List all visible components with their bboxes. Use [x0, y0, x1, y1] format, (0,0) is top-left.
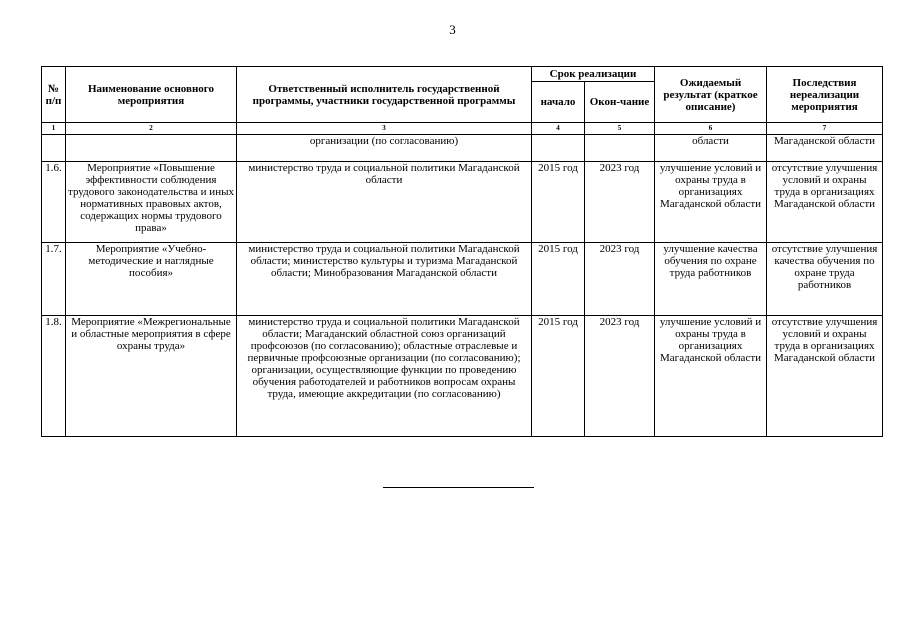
- cell-name: Мероприятие «Учебно-методические и наглядные пособия»: [66, 243, 237, 316]
- page-number: 3: [449, 22, 456, 37]
- header-result: Ожидаемый результат (краткое описание): [655, 67, 767, 123]
- header-name: Наименование основного мероприятия: [66, 67, 237, 123]
- table-row: [42, 316, 883, 437]
- cell-result: улучшение условий и охраны труда в организациях Магаданской области: [655, 316, 767, 437]
- header-num: № п/п: [42, 67, 66, 123]
- column-number: 5: [585, 123, 655, 135]
- cell-consequences: отсутствие улучшения качества обучения по охране труда работников: [767, 243, 883, 316]
- cell-num: 1.7.: [42, 243, 66, 316]
- column-number: 7: [767, 123, 883, 135]
- cell-start: [532, 135, 585, 162]
- table-row: [42, 162, 883, 243]
- header-start: начало: [532, 82, 585, 123]
- cell-end: 2023 год: [585, 162, 655, 243]
- header-period: Срок реализации: [532, 67, 655, 82]
- table-row: [42, 243, 883, 316]
- cell-name: [66, 135, 237, 162]
- cell-executor: министерство труда и социальной политики Магаданской области; министерство культуры и туризма Магаданской области; Минобразования Магаданской области: [237, 243, 532, 316]
- cell-num: 1.6.: [42, 162, 66, 243]
- cell-start: 2015 год: [532, 243, 585, 316]
- events-table: [41, 66, 883, 437]
- column-number: 2: [66, 123, 237, 135]
- cell-name: Мероприятие «Повышение эффективности соблюдения трудового законодательства и иных нормативных правовых актов, содержащих нормы трудового права»: [66, 162, 237, 243]
- header-executor: Ответственный исполнитель государственной программы, участники государственной программы: [237, 67, 532, 123]
- cell-end: 2023 год: [585, 243, 655, 316]
- table-row-continuation: [42, 135, 883, 162]
- cell-result: улучшение качества обучения по охране труда работников: [655, 243, 767, 316]
- cell-name: Мероприятие «Межрегиональные и областные мероприятия в сфере охраны труда»: [66, 316, 237, 437]
- footer-divider: [383, 487, 534, 488]
- column-number: 6: [655, 123, 767, 135]
- cell-end: [585, 135, 655, 162]
- cell-executor: организации (по согласованию): [237, 135, 532, 162]
- cell-num: 1.8.: [42, 316, 66, 437]
- column-number: 3: [237, 123, 532, 135]
- cell-num: [42, 135, 66, 162]
- cell-consequences: Магаданской области: [767, 135, 883, 162]
- cell-result: области: [655, 135, 767, 162]
- cell-consequences: отсутствие улучшения условий и охраны труда в организациях Магаданской области: [767, 316, 883, 437]
- cell-executor: министерство труда и социальной политики Магаданской области; Магаданский областной союз организаций профсоюзов (по согласованию); областные отраслевые и первичные профсоюзные организации (по согласованию); организации, осуществляющие функции по проведению обучения работодателей и работников вопросам охраны труда, имеющие аккредитации (по согласованию): [237, 316, 532, 437]
- cell-end: 2023 год: [585, 316, 655, 437]
- cell-start: 2015 год: [532, 316, 585, 437]
- header-end: Окон-чание: [585, 82, 655, 123]
- cell-consequences: отсутствие улучшения условий и охраны труда в организациях Магаданской области: [767, 162, 883, 243]
- column-number: 4: [532, 123, 585, 135]
- header-row: [42, 67, 883, 82]
- column-number: 1: [42, 123, 66, 135]
- column-numbers-row: [42, 123, 883, 135]
- cell-result: улучшение условий и охраны труда в организациях Магаданской области: [655, 162, 767, 243]
- header-consequences: Последствия нереализации мероприятия: [767, 67, 883, 123]
- cell-executor: министерство труда и социальной политики Магаданской области: [237, 162, 532, 243]
- cell-start: 2015 год: [532, 162, 585, 243]
